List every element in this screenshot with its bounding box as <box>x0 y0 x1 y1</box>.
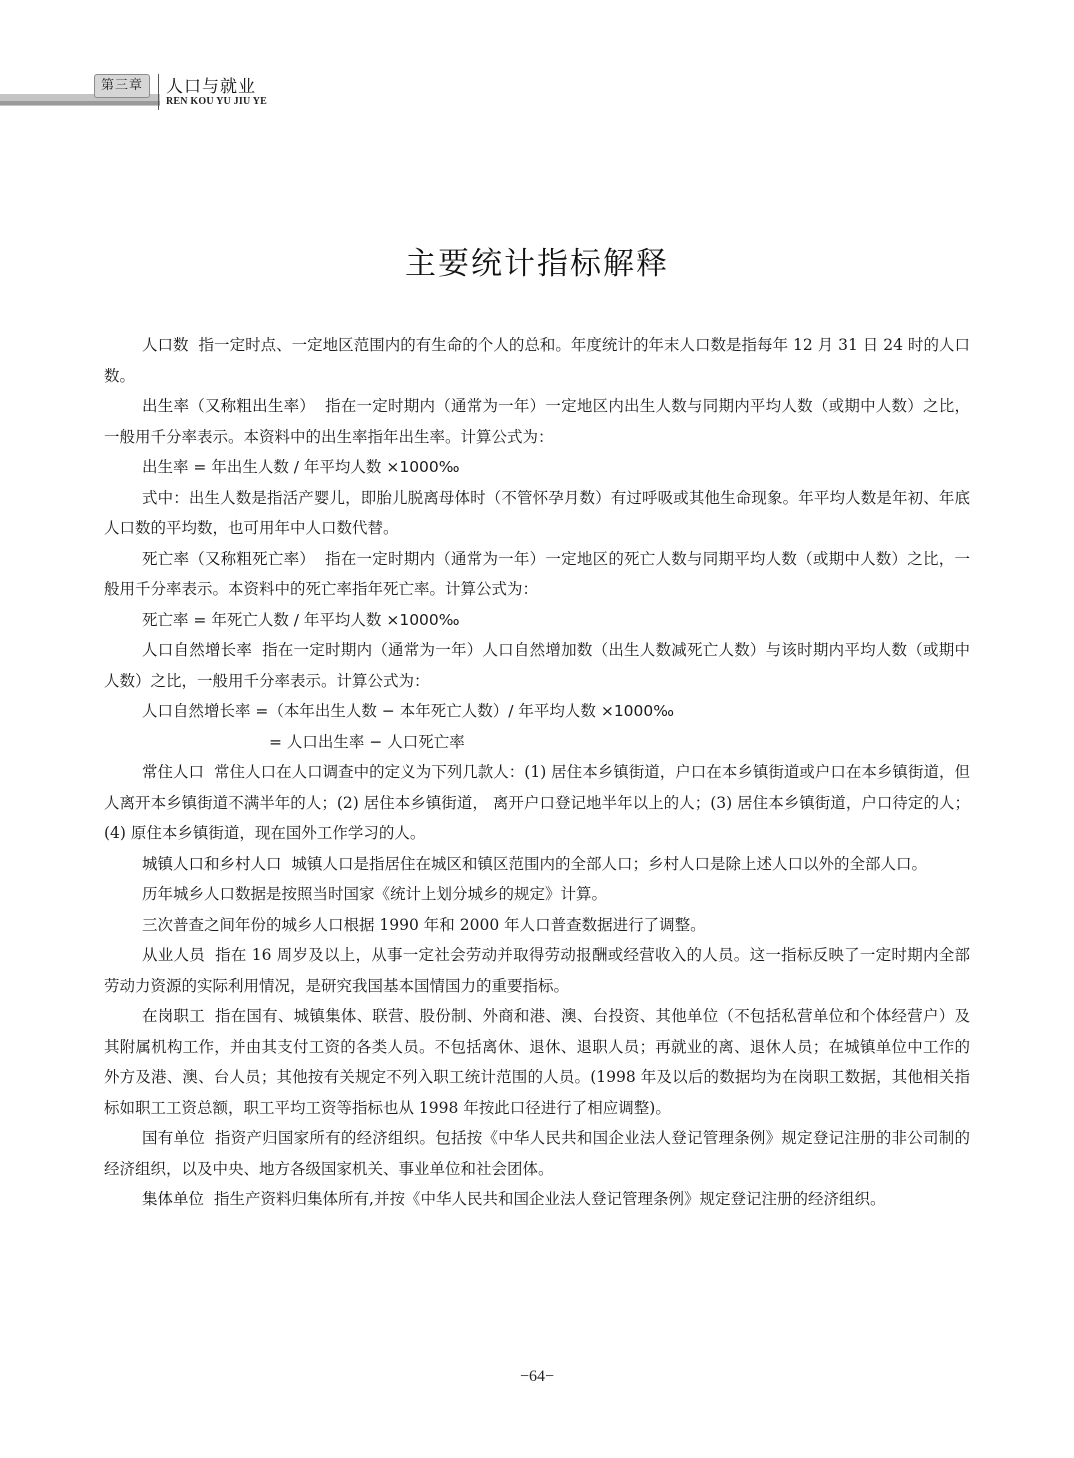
definition-paragraph <box>104 940 970 1001</box>
definition-paragraph <box>104 1184 970 1215</box>
definition-text: 三次普查之间年份的城乡人口根据 1990 年和 2000 年人口普查数据进行了调整。 <box>142 915 706 934</box>
term-heading: 人口自然增长率 <box>142 641 253 659</box>
definition-text: 指在一定时期内（通常为一年）人口自然增加数（出生人数减死亡人数）与该时期内平均人数（或期中人数）之比，一般用千分率表示。计算公式为： <box>104 641 970 690</box>
definition-text: 指在一定时期内（通常为一年）一定地区内出生人数与同期内平均人数（或期中人数）之比，一般用千分率表示。本资料中的出生率指年出生率。计算公式为： <box>104 397 970 446</box>
page-number: −64− <box>519 1368 555 1385</box>
definition-paragraph <box>104 910 970 941</box>
definition-text: 指在 16 周岁及以上，从事一定社会劳动并取得劳动报酬或经营收入的人员。这一指标反映了一定时期内全部劳动力资源的实际利用情况，是研究我国基本国情国力的重要指标。 <box>104 946 970 995</box>
running-header <box>0 68 1074 118</box>
header-divider <box>158 74 159 110</box>
header-bar-shadow <box>0 101 160 105</box>
term-heading: 出生率（又称粗出生率） <box>142 397 316 415</box>
definition-paragraph <box>104 1001 970 1123</box>
definition-paragraph <box>104 391 970 452</box>
chapter-title: 人口与就业 <box>166 77 256 97</box>
definition-paragraph <box>104 635 970 696</box>
definition-paragraph <box>104 544 970 605</box>
term-heading: 常住人口 <box>142 763 205 781</box>
definition-text: 历年城乡人口数据是按照当时国家《统计上划分城乡的规定》计算。 <box>142 885 608 903</box>
formula: 人口自然增长率 =（本年出生人数 − 本年死亡人数）/ 年平均人数 ×1000‰ <box>142 702 675 720</box>
term-heading: 集体单位 <box>142 1190 205 1208</box>
term-heading: 在岗职工 <box>142 1007 205 1025</box>
definition-text: 常住人口在人口调查中的定义为下列几款人：(1) 居住本乡镇街道，户口在本乡镇街道或户口在本乡镇街道，但人离开本乡镇街道不满半年的人；(2) 居住本乡镇街道， 离开户口登记地半年以上的人；(3) 居住本乡镇街道，户口待定的人；(4) 原住本乡镇街道，现在国外工作学习的人。 <box>104 763 970 842</box>
definition-paragraph <box>104 757 970 849</box>
definition-text: 指生产资料归集体所有,并按《中华人民共和国企业法人登记管理条例》规定登记注册的经济组织。 <box>214 1190 886 1208</box>
term-heading: 从业人员 <box>142 946 206 964</box>
definition-paragraph <box>104 879 970 910</box>
formula-continuation: = 人口出生率 − 人口死亡率 <box>269 732 465 751</box>
body-text <box>104 330 970 1215</box>
definition-text: 城镇人口是指居住在城区和镇区范围内的全部人口；乡村人口是除上述人口以外的全部人口。 <box>291 854 928 873</box>
definition-paragraph <box>104 1123 970 1184</box>
term-heading: 人口数 <box>142 336 189 354</box>
formula: 死亡率 = 年死亡人数 / 年平均人数 ×1000‰ <box>142 610 460 629</box>
definition-text: 指在一定时期内（通常为一年）一定地区的死亡人数与同期平均人数（或期中人数）之比，一般用千分率表示。本资料中的死亡率指年死亡率。计算公式为： <box>104 549 970 598</box>
term-heading: 死亡率（又称粗死亡率） <box>142 549 316 568</box>
definition-text: 指在国有、城镇集体、联营、股份制、外商和港、澳、台投资、其他单位（不包括私营单位和个体经营户）及其附属机构工作，并由其支付工资的各类人员。不包括离休、退休、退职人员；再就业的离、退休人员；在城镇单位中工作的外方及港、澳、台人员；其他按有关规定不列入职工统计范围的人员。(1998 年及以后的数据均为在岗职工数据，其他相关指标如职工工资总额，职工平均工资等指标也从 1998 年按此口径进行了相应调整)。 <box>104 1007 970 1117</box>
definition-paragraph <box>104 483 970 544</box>
definition-text: 指资产归国家所有的经济组织。包括按《中华人民共和国企业法人登记管理条例》规定登记注册的非公司制的经济组织，以及中央、地方各级国家机关、事业单位和社会团体。 <box>104 1129 970 1178</box>
chapter-badge: 第三章 <box>94 74 150 98</box>
term-heading: 国有单位 <box>142 1129 205 1147</box>
formula: 出生率 = 年出生人数 / 年平均人数 ×1000‰ <box>142 458 460 476</box>
definition-paragraph <box>104 330 970 391</box>
definition-text: 指一定时点、一定地区范围内的有生命的个人的总和。年度统计的年末人口数是指每年 12 月 31 日 24 时的人口数。 <box>104 336 970 385</box>
chapter-subtitle: REN KOU YU JIU YE <box>166 96 267 107</box>
page-title: 主要统计指标解释 <box>405 246 669 282</box>
definition-text: 式中：出生人数是指活产婴儿，即胎儿脱离母体时（不管怀孕月数）有过呼吸或其他生命现象。年平均人数是年初、年底人口数的平均数，也可用年中人口数代替。 <box>104 488 970 537</box>
term-heading: 城镇人口和乡村人口 <box>142 854 282 873</box>
definition-paragraph <box>104 849 970 880</box>
